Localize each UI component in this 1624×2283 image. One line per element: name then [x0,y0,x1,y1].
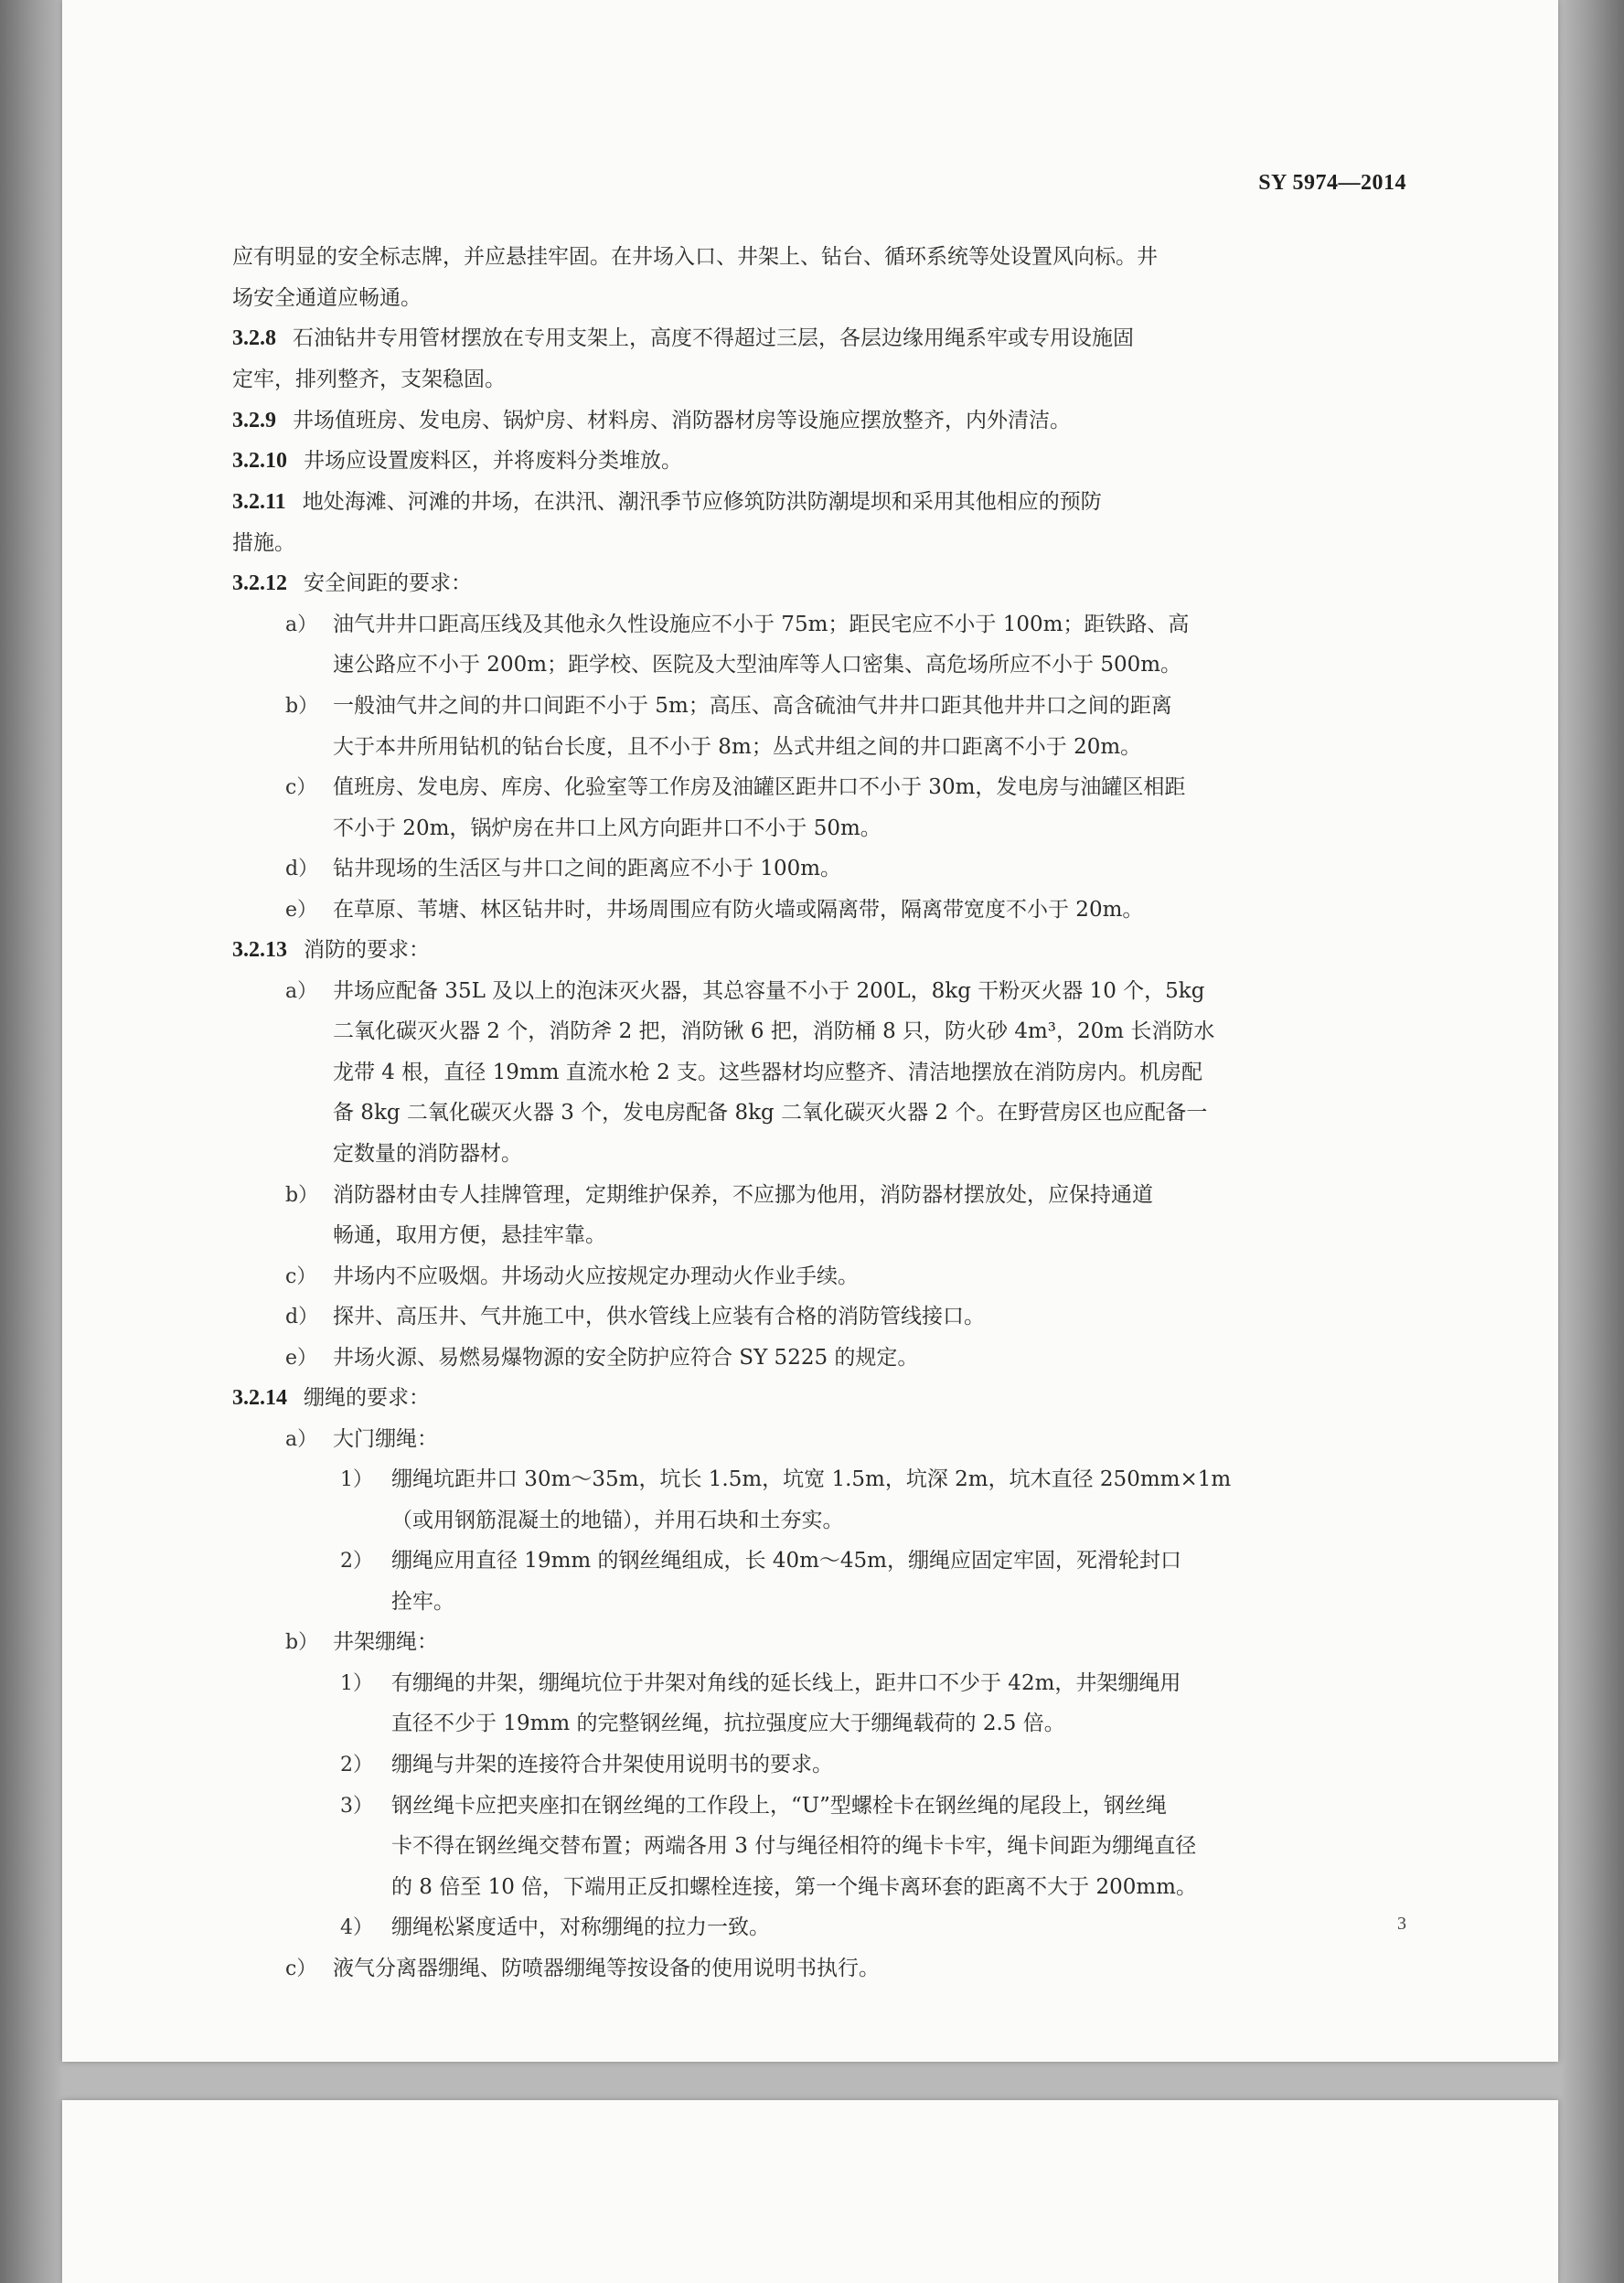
clause-number: 3.2.9 [232,409,276,432]
list-marker: d） [285,858,319,880]
list-item-line: 油气井井口距高压线及其他永久性设施应不小于 75m；距民宅应不小于 100m；距铁路、高 [333,613,1190,636]
sublist-item-line: 卡不得在钢丝绳交替布置；两端各用 3 付与绳径相符的绳卡卡牢，绳卡间距为绷绳直径 [391,1834,1197,1858]
document-page [62,0,1558,2062]
clause-3-2-8 [232,318,1134,359]
clause-title: 安全间距的要求： [304,571,472,595]
list-marker: a） [285,613,318,636]
clause-text: 井场应设置废料区，并将废料分类堆放。 [304,449,682,473]
list-item-line: 一般油气井之间的井口间距不小于 5m；高压、高含硫油气井井口距其他井井口之间的距离 [333,694,1172,718]
sublist-marker: 4） [340,1916,373,1939]
list-item-line: 探井、高压井、气井施工中，供水管线上应装有合格的消防管线接口。 [333,1305,985,1328]
list-item-line: 在草原、苇塘、林区钻井时，井场周围应有防火墙或隔离带，隔离带宽度不小于 20m。 [333,898,1144,922]
sublist-item-line: （或用钢筋混凝土的地锚），并用石块和土夯实。 [391,1509,844,1532]
clause-title: 消防的要求： [304,938,430,962]
sublist-item-line: 拴牢。 [391,1590,454,1614]
list-item-line: 钻井现场的生活区与井口之间的距离应不小于 100m。 [333,857,842,880]
list-item-title: 大门绷绳： [333,1427,438,1451]
clause-number: 3.2.13 [232,938,287,962]
sublist-item-line: 绷绳应用直径 19mm 的钢丝绳组成，长 40m～45m，绷绳应固定牢固，死滑轮封口 [391,1549,1181,1573]
list-marker: b） [285,695,319,718]
sublist-marker: 1） [340,1468,373,1491]
next-page [62,2100,1558,2283]
standard-code-header: SY 5974—2014 [1258,171,1406,195]
clause-3-2-11 [232,482,1102,523]
list-item-line: 备 8kg 二氧化碳灭火器 3 个，发电房配备 8kg 二氧化碳灭火器 2 个。在野营房区也应配备一 [333,1101,1208,1125]
clause-3-2-14 [232,1378,430,1419]
sublist-item-line: 绷绳松紧度适中，对称绷绳的拉力一致。 [391,1915,770,1939]
paragraph-line: 措施。 [232,531,295,555]
clause-number: 3.2.11 [232,490,286,514]
paragraph-line: 场安全通道应畅通。 [232,286,422,310]
sublist-item-line: 绷绳坑距井口 30m～35m，坑长 1.5m，坑宽 1.5m，坑深 2m，坑木直径 250mm×1m [391,1467,1232,1491]
list-marker: b） [285,1184,319,1207]
list-item-line: 速公路应不小于 200m；距学校、医院及大型油库等人口密集、高危场所应不小于 500m。 [333,653,1182,677]
clause-3-2-12 [232,563,472,604]
clause-3-2-13 [232,930,430,971]
list-marker: e） [285,899,318,922]
list-marker: e） [285,1347,318,1370]
clause-title: 绷绳的要求： [304,1386,430,1410]
list-marker: c） [285,1265,317,1288]
clause-number: 3.2.14 [232,1386,287,1410]
list-marker: b） [285,1631,319,1654]
sublist-marker: 3） [340,1795,373,1818]
clause-3-2-10 [232,441,682,482]
list-item-line: 井场应配备 35L 及以上的泡沫灭火器，其总容量不小于 200L，8kg 干粉灭火器 10 个，5kg [333,979,1205,1003]
list-marker: c） [285,776,317,799]
list-item-line: 定数量的消防器材。 [333,1142,522,1166]
paragraph-line: 应有明显的安全标志牌，并应悬挂牢固。在井场入口、井架上、钻台、循环系统等处设置风向标。井 [232,245,1158,269]
clause-number: 3.2.10 [232,449,287,473]
list-item-line: 井场内不应吸烟。井场动火应按规定办理动火作业手续。 [333,1264,859,1288]
sublist-item-line: 的 8 倍至 10 倍，下端用正反扣螺栓连接，第一个绳卡离环套的距离不大于 200mm。 [391,1875,1197,1899]
list-item-line: 液气分离器绷绳、防喷器绷绳等按设备的使用说明书执行。 [333,1957,880,1980]
list-item-line: 井场火源、易燃易爆物源的安全防护应符合 SY 5225 的规定。 [333,1346,919,1370]
sublist-marker: 1） [340,1672,373,1695]
sublist-marker: 2） [340,1550,373,1573]
list-item-line: 龙带 4 根，直径 19mm 直流水枪 2 支。这些器材均应整齐、清洁地摆放在消防房内。机房配 [333,1061,1203,1084]
clause-3-2-9 [232,400,1071,442]
list-item-line: 二氧化碳灭火器 2 个，消防斧 2 把，消防锹 6 把，消防桶 8 只，防火砂 4m³，20m 长消防水 [333,1019,1215,1043]
list-marker: a） [285,1428,318,1451]
sublist-marker: 2） [340,1754,373,1776]
list-marker: c） [285,1958,317,1980]
clause-text: 石油钻井专用管材摆放在专用支架上，高度不得超过三层，各层边缘用绳系牢或专用设施固 [293,326,1134,350]
sublist-item-line: 直径不少于 19mm 的完整钢丝绳，抗拉强度应大于绷绳载荷的 2.5 倍。 [391,1712,1065,1735]
sublist-item-line: 绷绳与井架的连接符合井架使用说明书的要求。 [391,1753,833,1776]
list-item-line: 值班房、发电房、库房、化验室等工作房及油罐区距井口不小于 30m，发电房与油罐区相距 [333,775,1186,799]
clause-text: 地处海滩、河滩的井场，在洪汛、潮汛季节应修筑防洪防潮堤坝和采用其他相应的预防 [302,490,1102,514]
paragraph-line: 定牢，排列整齐，支架稳固。 [232,368,506,391]
sublist-item-line: 有绷绳的井架，绷绳坑位于井架对角线的延长线上，距井口不少于 42m，井架绷绳用 [391,1671,1181,1695]
list-item-line: 消防器材由专人挂牌管理，定期维护保养，不应挪为他用，消防器材摆放处，应保持通道 [333,1183,1153,1207]
list-item-line: 不小于 20m，锅炉房在井口上风方向距井口不小于 50m。 [333,816,881,840]
list-marker: a） [285,980,318,1003]
clause-text: 井场值班房、发电房、锅炉房、材料房、消防器材房等设施应摆放整齐，内外清洁。 [293,409,1071,432]
list-item-title: 井架绷绳： [333,1630,438,1654]
list-item-line: 大于本井所用钻机的钻台长度，且不小于 8m；丛式井组之间的井口距离不小于 20m。 [333,735,1142,759]
list-marker: d） [285,1306,319,1328]
clause-number: 3.2.8 [232,326,276,350]
sublist-item-line: 钢丝绳卡应把夹座扣在钢丝绳的工作段上，“U”型螺栓卡在钢丝绳的尾段上，钢丝绳 [391,1794,1167,1818]
page-number: 3 [1397,1914,1406,1934]
list-item-line: 畅通，取用方便，悬挂牢靠。 [333,1223,606,1247]
clause-number: 3.2.12 [232,571,287,595]
